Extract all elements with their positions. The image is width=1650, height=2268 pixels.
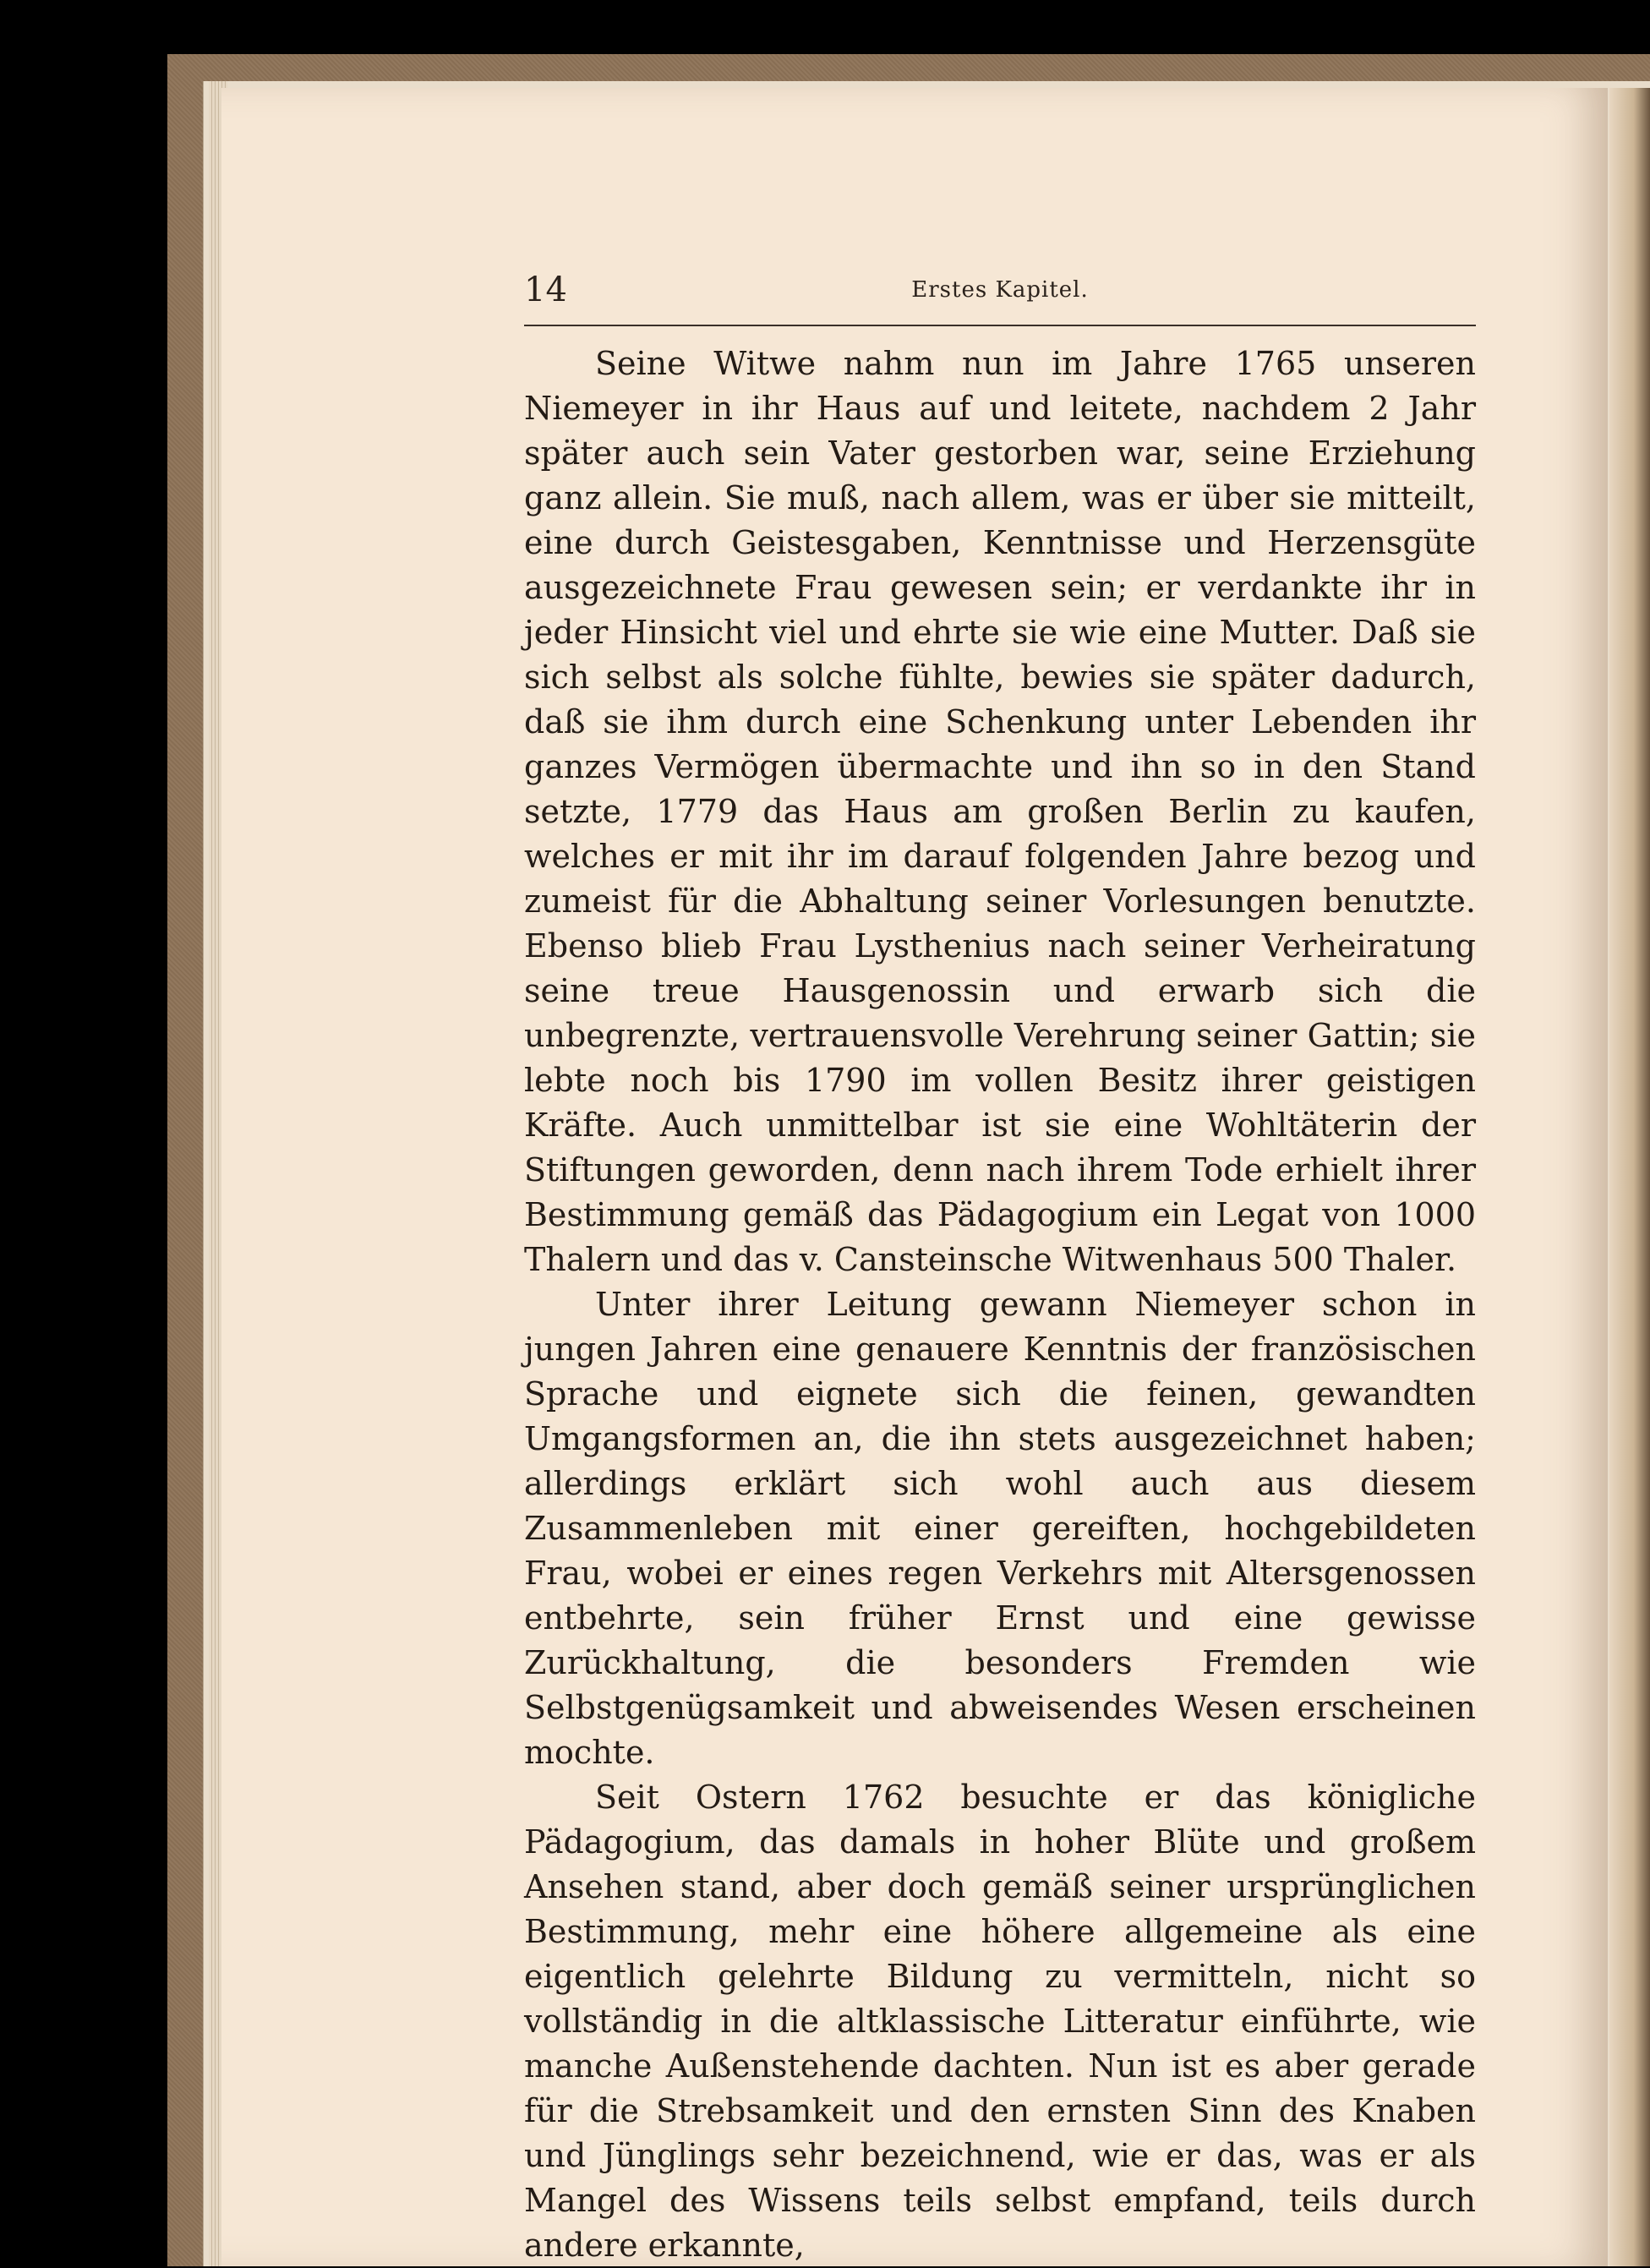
paragraph: Seit Ostern 1762 besuchte er das königliche Pädagogium, das damals in hoher Blüte und großem Ansehen stand, aber doch gemäß seiner ursprünglichen Bestimmung, mehr eine höhere allgemeine als eine eigentlich gelehrte Bildung zu vermitteln, nicht so vollständig in die altklassische Litteratur einführte, wie manche Außenstehende dachten. Nun ist es aber gerade für die Strebsamkeit und den ernsten Sinn des Knaben und Jünglings sehr bezeichnend, wie er das, was er als Mangel des Wissens teils selbst empfand, teils durch andere erkannte, bbox=[524, 1779, 1476, 2264]
paragraph: Seine Witwe nahm nun im Jahre 1765 unseren Niemeyer in ihr Haus auf und leitete, nachdem 2 Jahr später auch sein Vater gestorben war, seine Erziehung ganz allein. Sie muß, nach allem, was er über sie mitteilt, eine durch Geistesgaben, Kenntnisse und Herzensgüte ausgezeichnete Frau gewesen sein; er verdankte ihr in jeder Hinsicht viel und ehrte sie wie eine Mutter. Daß sie sich selbst als solche fühlte, bewies sie später dadurch, daß sie ihm durch eine Schenkung unter Lebenden ihr ganzes Vermögen übermachte und ihn so in den Stand setzte, 1779 das Haus am großen Berlin zu kaufen, welches er mit ihr im darauf folgenden Jahre bezog und zumeist für die Abhaltung seiner Vorlesungen benutzte. Ebenso blieb Frau Lysthenius nach seiner Verheiratung seine treue Hausgenossin und erwarb sich die unbegrenzte, vertrauensvolle Verehrung seiner Gattin; sie lebte noch bis 1790 im vollen Besitz ihrer geistigen Kräfte. Auch unmittelbar ist sie eine Wohltäterin der Stiftungen geworden, denn nach ihrem Tode erhielt ihrer Bestimmung gemäß das Pädagogium ein Legat von 1000 Thalern und das v. Cansteinsche Witwenhaus 500 Thaler. bbox=[524, 345, 1476, 1278]
page-header bbox=[524, 264, 1476, 326]
paragraph: Unter ihrer Leitung gewann Niemeyer schon in jungen Jahren eine genauere Kenntnis der französischen Sprache und eignete sich die feinen, gewandten Umgangsformen an, die ihn stets ausgezeichnet haben; allerdings erklärt sich wohl auch aus diesem Zusammenleben mit einer gereiften, hochgebildeten Frau, wobei er eines regen Verkehrs mit Altersgenossen entbehrte, sein früher Ernst und eine gewisse Zurückhaltung, die besonders Fremden wie Selbstgenügsamkeit und abweisendes Wesen erscheinen mochte. bbox=[524, 1286, 1476, 1771]
running-head: Erstes Kapitel. bbox=[911, 277, 1089, 303]
book-gutter bbox=[1609, 88, 1650, 2266]
body-text bbox=[524, 342, 1476, 2268]
page-number: 14 bbox=[524, 271, 567, 309]
